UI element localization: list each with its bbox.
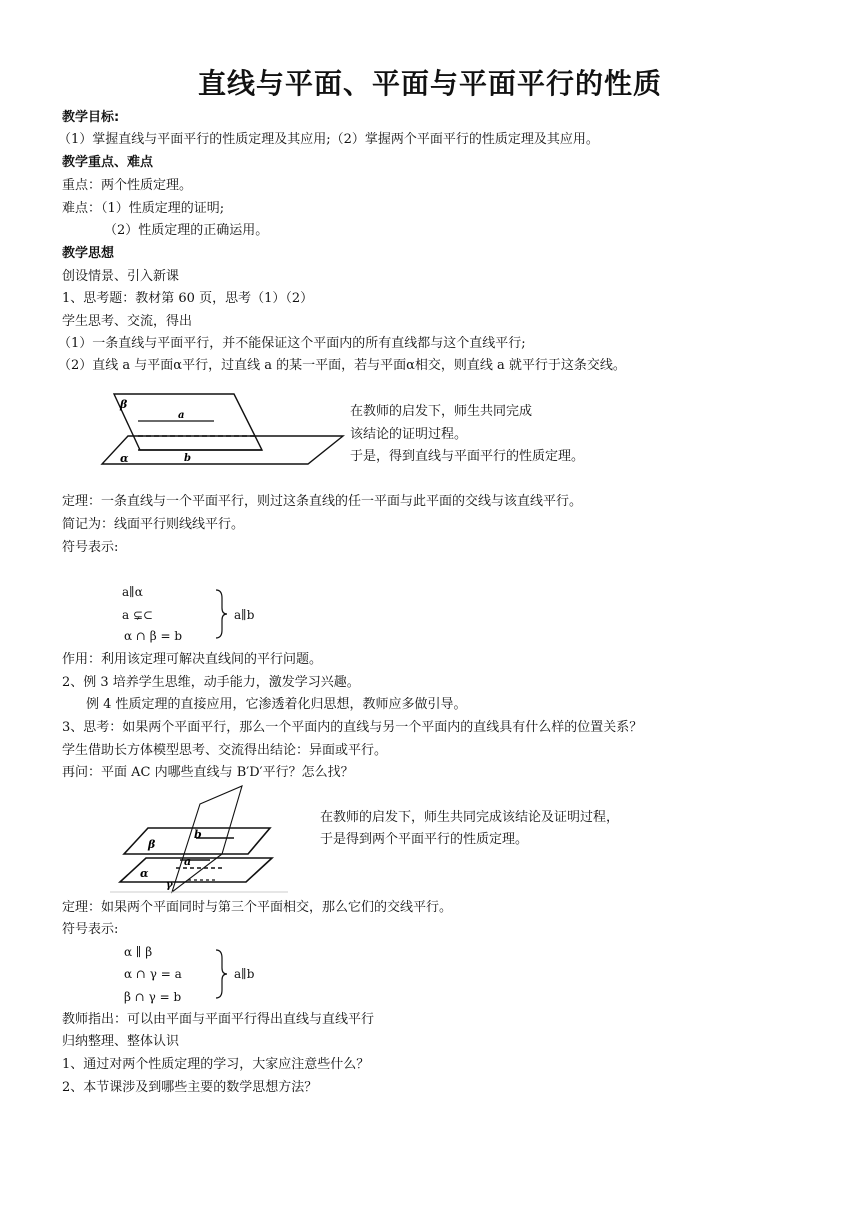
difficulty-text: 难点：（1）性质定理的证明;: [62, 201, 225, 216]
line-a-label: a: [178, 410, 185, 421]
body-text: 3、思考：如果两个平面平行，那么一个平面内的直线与另一个平面内的直线具有什么样的位置关系？: [62, 720, 643, 735]
figure2-caption: 于是得到两个平面平行的性质定理。: [320, 832, 529, 847]
body-text: （1）一条直线与平面平行，并不能保证这个平面内的所有直线都与这个直线平行;: [58, 336, 526, 351]
line-b-label: b: [194, 828, 202, 841]
figure1-caption: 在教师的启发下，师生共同完成: [350, 404, 533, 419]
brace-icon: [214, 588, 228, 640]
figure1-caption: 该结论的证明过程。: [350, 427, 468, 442]
symbol-heading: 符号表示:: [62, 922, 119, 937]
figure1-caption: 于是，得到直线与平面平行的性质定理。: [350, 449, 585, 464]
gamma-label: γ: [166, 880, 173, 891]
body-text: （2）直线 a 与平面α平行，过直线 a 的某一平面，若与平面α相交，则直线 a 就平行于这条交线。: [58, 358, 626, 373]
symbol-line: β ∩ γ = b: [124, 990, 182, 1004]
symbol-line: a ⊊⊂: [122, 608, 154, 622]
body-text: 教师指出：可以由平面与平面平行得出直线与直线平行: [62, 1012, 375, 1027]
body-text: 归纳整理、整体认识: [62, 1034, 180, 1049]
body-text: 再问：平面 AC 内哪些直线与 B′D′平行？怎么找？: [62, 765, 354, 780]
line-a-label: a: [184, 855, 192, 868]
goal-text: （1）掌握直线与平面平行的性质定理及其应用;（2）掌握两个平面平行的性质定理及其应用。: [58, 132, 599, 147]
parallel-planes-figure: [110, 784, 288, 896]
section-heading-idea: 教学思想: [62, 246, 115, 261]
body-text: 例 4 性质定理的直接应用，它渗透着化归思想，教师应多做引导。: [86, 697, 467, 712]
key-point-text: 重点：两个性质定理。: [62, 178, 193, 193]
theorem-text: 定理：一条直线与一个平面平行，则过这条直线的任一平面与此平面的交线与该直线平行。: [62, 494, 583, 509]
alpha-label: α: [120, 452, 129, 465]
symbol-line: α ∩ γ = a: [124, 967, 182, 981]
symbol-line: a∥α: [122, 585, 143, 599]
line-b-label: b: [184, 453, 191, 464]
section-heading-keypoints: 教学重点、难点: [62, 155, 154, 170]
body-text: 2、本节课涉及到哪些主要的数学思想方法？: [62, 1080, 318, 1095]
symbol-line: α ∥ β: [124, 945, 153, 959]
theorem-text: 定理：如果两个平面同时与第三个平面相交，那么它们的交线平行。: [62, 900, 453, 915]
brace-icon: [214, 948, 228, 1000]
alpha-label: α: [140, 867, 149, 880]
body-text: 1、思考题：教材第 60 页，思考（1）（2）: [62, 291, 314, 306]
body-text: 2、例 3 培养学生思维，动手能力，激发学习兴趣。: [62, 675, 360, 690]
beta-label: β: [148, 838, 156, 851]
body-text: 学生思考、交流，得出: [62, 314, 193, 329]
symbol-result: a∥b: [234, 967, 255, 981]
symbol-line: α ∩ β = b: [124, 629, 183, 643]
section-heading-goals: 教学目标:: [62, 110, 120, 125]
beta-label: β: [120, 398, 128, 411]
symbol-result: a∥b: [234, 608, 255, 622]
body-text: 1、通过对两个性质定理的学习，大家应注意些什么？: [62, 1057, 370, 1072]
summary-text: 简记为：线面平行则线线平行。: [62, 517, 245, 532]
figure2-caption: 在教师的启发下，师生共同完成该结论及证明过程，: [320, 810, 620, 825]
symbol-heading: 符号表示:: [62, 540, 119, 555]
body-text: 创设情景、引入新课: [62, 269, 180, 284]
page-title: 直线与平面、平面与平面平行的性质: [197, 67, 662, 100]
line-plane-figure: [98, 390, 348, 468]
difficulty-text-2: （2）性质定理的正确运用。: [104, 223, 269, 238]
body-text: 作用：利用该定理可解决直线间的平行问题。: [62, 652, 323, 667]
body-text: 学生借助长方体模型思考、交流得出结论：异面或平行。: [62, 743, 388, 758]
